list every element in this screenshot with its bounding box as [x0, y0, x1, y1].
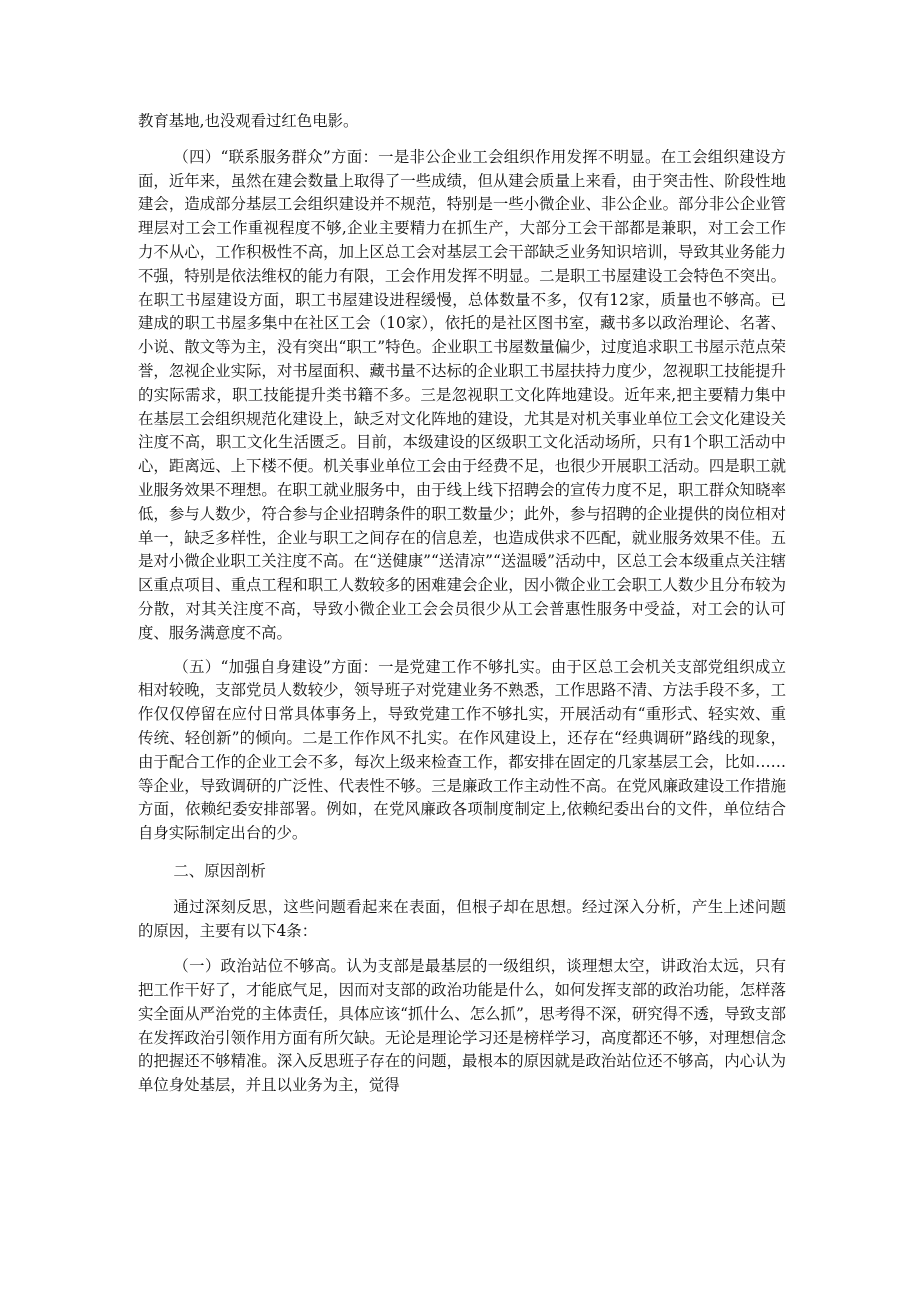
paragraph-section-four: （四）“联系服务群众”方面：一是非公企业工会组织作用发挥不明显。在工会组织建设方面，近年来，虽然在建会数量上取得了一些成绩，但从建会质量上来看，由于突击性、阶段性地建会，造成部分基层工会组织建设并不规范，特别是一些小微企业、非公企业。部分非公企业管理层对工会工作重视程度不够,企业主要精力在抓生产，大部分工会干部都是兼职，对工会工作力不从心，工作积极性不高，加上区总工会对基层工会干部缺乏业务知识培训，导致其业务能力不强，特别是依法维权的能力有限，工会作用发挥不明显。二是职工书屋建设工会特色不突出。在职工书屋建设方面，职工书屋建设进程缓慢，总体数量不多，仅有12家，质量也不够高。已建成的职工书屋多集中在社区工会（10家），依托的是社区图书室，藏书多以政治理论、名著、小说、散文等为主，没有突出“职工”特色。企业职工书屋数量偏少，过度追求职工书屋示范点荣誉，忽视企业实际，对书屋面积、藏书量不达标的企业职工书屋扶持力度少，忽视职工技能提升的实际需求，职工技能提升类书籍不多。三是忽视职工文化阵地建设。近年来,把主要精力集中在基层工会组织规范化建设上，缺乏对文化阵地的建设，尤其是对机关事业单位工会文化建设关注度不高，职工文化生活匮乏。目前，本级建设的区级职工文化活动场所，只有1个职工活动中心，距离远、上下楼不便。机关事业单位工会由于经费不足，也很少开展职工活动。四是职工就业服务效果不理想。在职工就业服务中，由于线上线下招聘会的宣传力度不足，职工群众知晓率低，参与人数少，符合参与企业招聘条件的职工数量少；此外，参与招聘的企业提供的岗位相对单一，缺乏多样性，企业与职工之间存在的信息差，也造成供求不匹配，就业服务效果不佳。五是对小微企业职工关注度不高。在“送健康”“送清凉”“送温暖”活动中，区总工会本级重点关注辖区重点项目、重点工程和职工人数较多的困难建会企业，因小微企业工会职工人数少且分布较为分散，对其关注度不高，导致小微企业工会会员很少从工会普惠性服务中受益，对工会的认可度、服务满意度不高。 [138, 147, 786, 642]
paragraph-continuation: 教育基地,也没观看过红色电影。 [138, 112, 359, 130]
section-heading-cause-analysis: 二、原因剖析 [173, 861, 266, 880]
paragraph-intro-causes: 通过深刻反思，这些问题看起来在表面，但根子却在思想。经过深入分析，产生上述问题的原因，主要有以下4条： [138, 897, 786, 940]
paragraph-cause-one: （一）政治站位不够高。认为支部是最基层的一级组织，谈理想太空，讲政治太远，只有把工作干好了，才能底气足，因而对支部的政治功能是什么，如何发挥支部的政治功能，怎样落实全面从严治党的主体责任，具体应该“抓什么、怎么抓”，思考得不深，研究得不透，导致支部在发挥政治引领作用方面有所欠缺。无论是理论学习还是榜样学习，高度都还不够，对理想信念的把握还不够精准。深入反思班子存在的问题，最根本的原因就是政治站位还不够高，内心认为单位身处基层，并且以业务为主，觉得 [138, 957, 786, 1095]
paragraph-section-five: （五）“加强自身建设”方面：一是党建工作不够扎实。由于区总工会机关支部党组织成立相对较晚，支部党员人数较少，领导班子对党建业务不熟悉，工作思路不清、方法手段不多，工作仅仅停留在应付日常具体事务上，导致党建工作不够扎实，开展活动有“重形式、轻实效、重传统、轻创新”的倾向。二是工作作风不扎实。在作风建设上，还存在“经典调研”路线的现象，由于配合工作的企业工会不多，每次上级来检查工作，都安排在固定的几家基层工会，比如……等企业，导致调研的广泛性、代表性不够。三是廉政工作主动性不高。在党风廉政建设工作措施方面，依赖纪委安排部署。例如，在党风廉政各项制度制定上,依赖纪委出台的文件，单位结合自身实际制定出台的少。 [138, 657, 786, 843]
document-page [138, 110, 786, 1098]
